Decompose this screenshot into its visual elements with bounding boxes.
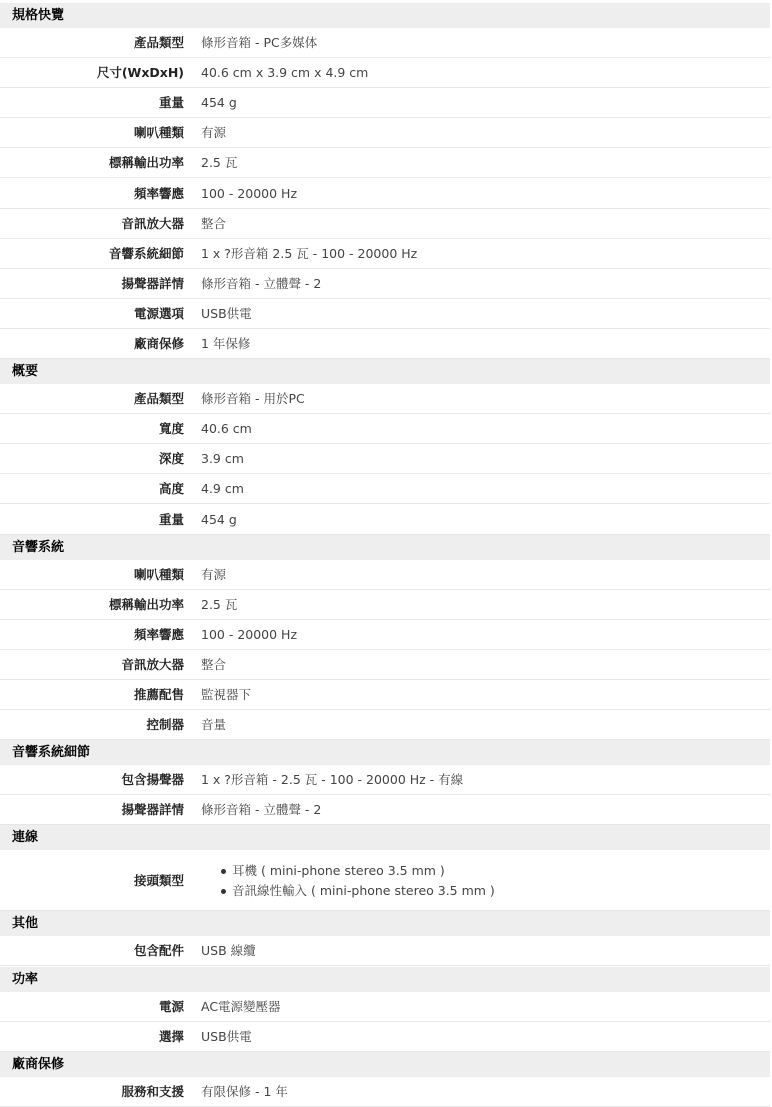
spec-value: USB 線纜 <box>201 943 256 959</box>
spec-label: 深度 <box>158 451 184 467</box>
spec-value: USB供電 <box>201 1028 252 1044</box>
spec-value: 條形音箱 - PC多媒体 <box>201 35 318 50</box>
spec-row <box>0 680 770 710</box>
spec-value: 1 年保修 <box>201 336 251 351</box>
spec-row <box>0 795 770 825</box>
spec-value: AC電源變壓器 <box>201 998 281 1014</box>
spec-value-list <box>218 861 495 901</box>
spec-row <box>0 88 770 118</box>
spec-row <box>0 765 770 795</box>
spec-label: 音訊放大器 <box>121 656 184 672</box>
spec-label: 喇叭種類 <box>133 566 184 582</box>
spec-value: 有源 <box>201 125 227 141</box>
spec-value: 100 - 20000 Hz <box>201 626 298 642</box>
bullet-icon <box>221 889 226 894</box>
spec-row <box>0 414 770 444</box>
spec-row <box>0 1022 770 1052</box>
spec-row <box>0 299 770 329</box>
spec-value: 監視器下 <box>201 687 252 702</box>
list-item-text: 音訊線性輸入 ( mini-phone stereo 3.5 mm ) <box>232 882 495 898</box>
spec-label: 控制器 <box>146 717 184 733</box>
spec-row <box>0 179 770 209</box>
spec-row <box>0 474 770 504</box>
spec-label: 標稱輸出功率 <box>108 596 184 612</box>
spec-value: 40.6 cm <box>201 421 252 437</box>
spec-label: 推薦配售 <box>133 687 184 702</box>
spec-value: 條形音箱 - 用於PC <box>201 391 305 407</box>
spec-value: 454 g <box>201 95 237 111</box>
spec-label: 包含揚聲器 <box>121 772 184 788</box>
spec-value: 2.5 瓦 <box>201 155 238 171</box>
spec-label: 頻率響應 <box>133 626 184 642</box>
spec-value: 有限保修 - 1 年 <box>201 1083 288 1099</box>
spec-value: 454 g <box>201 511 237 527</box>
spec-value: 4.9 cm <box>201 481 244 497</box>
spec-row <box>0 239 770 269</box>
list-item <box>218 861 495 881</box>
section-header: 廠商保修 <box>0 1052 770 1077</box>
spec-row <box>0 209 770 239</box>
spec-label: 接頭類型 <box>133 873 184 889</box>
section-header: 其他 <box>0 911 770 936</box>
spec-label: 揚聲器詳情 <box>121 275 184 291</box>
spec-label: 頻率響應 <box>133 185 184 201</box>
spec-row <box>0 118 770 148</box>
spec-row <box>0 992 770 1022</box>
spec-label: 包含配件 <box>133 943 184 959</box>
bullet-icon <box>221 869 226 874</box>
spec-value: 1 x ?形音箱 2.5 瓦 - 100 - 20000 Hz <box>201 245 418 261</box>
spec-label: 電源 <box>158 998 184 1014</box>
spec-label: 重量 <box>158 511 184 527</box>
spec-row <box>0 148 770 178</box>
spec-row <box>0 590 770 620</box>
spec-label: 重量 <box>158 95 184 111</box>
section-header: 連線 <box>0 825 770 850</box>
spec-value: 條形音箱 - 立體聲 - 2 <box>201 275 322 291</box>
spec-value: 100 - 20000 Hz <box>201 185 298 201</box>
spec-value: 40.6 cm x 3.9 cm x 4.9 cm <box>201 65 369 81</box>
spec-row <box>0 444 770 474</box>
section-header: 功率 <box>0 967 770 992</box>
spec-value: 1 x ?形音箱 - 2.5 瓦 - 100 - 20000 Hz - 有線 <box>201 772 464 788</box>
spec-label: 寬度 <box>158 421 184 437</box>
spec-row <box>0 560 770 590</box>
spec-row <box>0 329 770 359</box>
spec-label: 音響系統細節 <box>108 245 184 261</box>
spec-label: 音訊放大器 <box>121 215 184 231</box>
spec-row <box>0 1077 770 1107</box>
spec-row <box>0 384 770 414</box>
spec-label: 產品類型 <box>133 35 184 50</box>
spec-value: 有源 <box>201 566 227 582</box>
spec-value: 條形音箱 - 立體聲 - 2 <box>201 802 322 818</box>
spec-value: 整合 <box>201 215 227 231</box>
spec-label: 尺寸(WxDxH) <box>96 65 184 81</box>
spec-row <box>0 650 770 680</box>
spec-row <box>0 58 770 88</box>
spec-value: 3.9 cm <box>201 451 244 467</box>
spec-row <box>0 28 770 58</box>
list-item-text: 耳機 ( mini-phone stereo 3.5 mm ) <box>232 862 445 878</box>
spec-label: 標稱輸出功率 <box>108 155 184 171</box>
spec-value: 整合 <box>201 656 227 672</box>
spec-label: 喇叭種類 <box>133 125 184 141</box>
list-item <box>218 881 495 901</box>
spec-label: 高度 <box>158 481 184 497</box>
spec-label: 服務和支援 <box>121 1083 184 1099</box>
spec-value: 2.5 瓦 <box>201 596 238 612</box>
spec-label: 電源選項 <box>133 305 184 321</box>
section-header: 音響系統 <box>0 535 770 560</box>
spec-value: USB供電 <box>201 305 252 321</box>
spec-row <box>0 269 770 299</box>
spec-row <box>0 936 770 966</box>
section-header: 音響系統細節 <box>0 740 770 765</box>
section-header: 概要 <box>0 359 770 384</box>
spec-row <box>0 620 770 650</box>
spec-row <box>0 710 770 740</box>
bullet-list <box>218 861 495 901</box>
spec-row <box>0 850 770 911</box>
spec-value: 音量 <box>201 717 227 733</box>
spec-label: 廠商保修 <box>133 336 184 351</box>
spec-label: 選擇 <box>158 1028 184 1044</box>
spec-row <box>0 505 770 535</box>
spec-label: 揚聲器詳情 <box>121 802 184 818</box>
section-header: 規格快覽 <box>0 3 770 28</box>
spec-label: 產品類型 <box>133 391 184 407</box>
